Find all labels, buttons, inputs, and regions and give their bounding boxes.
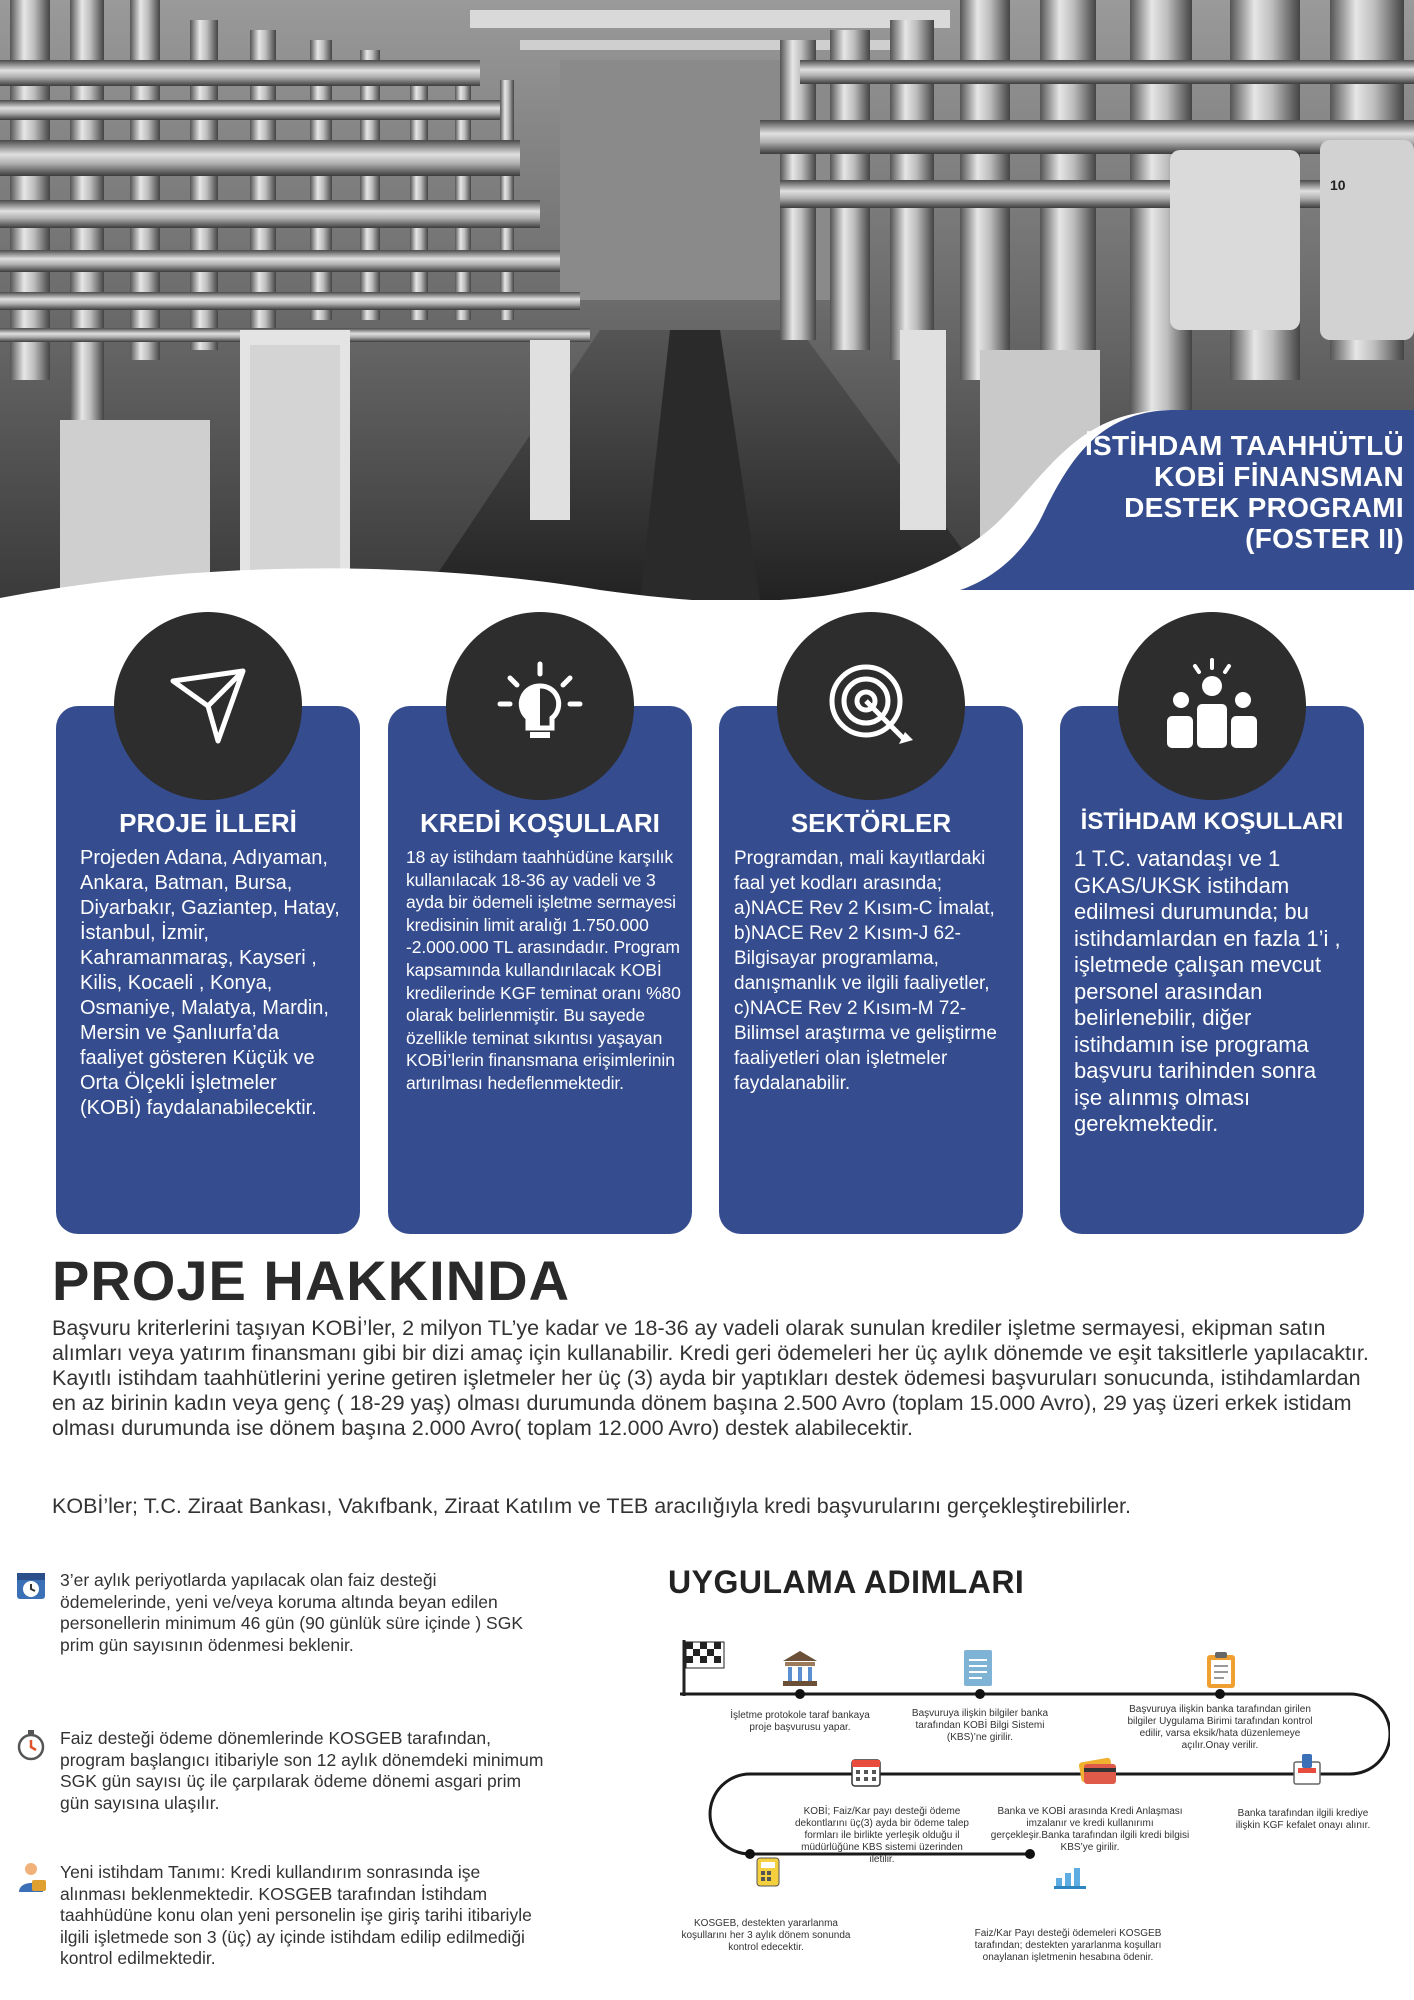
document-icon: [960, 1648, 996, 1688]
step-text: KOBİ; Faiz/Kar payı desteği ödeme dekontlarını üç(3) ayda bir ödeme talep formları ile birlikte yerleşik olduğu il müdürlüğüne KBS sistemi üzerinden iletilir.: [795, 1806, 969, 1865]
card-title: İSTİHDAM KOŞULLARI: [1080, 808, 1344, 835]
send-icon: [114, 612, 302, 800]
about-paragraph: KOBİ’ler; T.C. Ziraat Bankası, Vakıfbank, Ziraat Katılım ve TEB aracılığıyla kredi başvurularını gerçekleştirebilirler.: [52, 1494, 1131, 1518]
step-text: Faiz/Kar Payı desteği ödemeleri KOSGEB tarafından; destekten yararlanma koşulları onaylanan işletmenin hesabına ödenir.: [974, 1928, 1162, 1963]
steps-title: UYGULAMA ADIMLARI: [668, 1564, 1025, 1600]
card-body: 1 T.C. vatandaşı ve 1 GKAS/UKSK istihdam edilmesi durumunda; bu istihdamlardan en fazla 1’i , işletmede çalışan mevcut personel arasından belirlenebilir, diğer istihdamın ise programa başvuru tarihinden sonra işe alınmış olması gerekmektedir.: [1074, 846, 1341, 1136]
note-text: Yeni istihdam Tanımı: Kredi kullandırım sonrasında işe alınması beklenmektedir. KOSGEB tarafından İstihdam taahhüdüne konu olan yeni personelin işe giriş tarihi itibariyle ilgili işletmede son 3 (üç) ay içinde istihdam edilip edilmediği kontrol edilmektedir.: [60, 1862, 532, 1968]
stamp-icon: [1290, 1752, 1324, 1788]
card-title: PROJE İLLERİ: [119, 808, 297, 838]
card-title: SEKTÖRLER: [790, 808, 952, 838]
calculator-icon: [752, 1856, 784, 1888]
note-text: 3’er aylık periyotlarda yapılacak olan faiz desteği ödemelerinde, yeni ve/veya koruma altında beyan edilen personellerin minimum 46 gün (90 günlük süre içinde ) SGK prim gün sayısının ödenmesi beklenir.: [60, 1570, 524, 1655]
calendar-clock-icon: [14, 1568, 48, 1602]
credit-card-icon: [1078, 1756, 1118, 1786]
card-body: Projeden Adana, Adıyaman, Ankara, Batman, Bursa, Diyarbakır, Gaziantep, Hatay, İstanbul, İzmir, Kahramanmaraş, Kayseri , Kilis, Kocaeli , Konya, Osmaniye, Malatya, Mardin, Mersin ve Şanlıurfa’da faaliyet gösteren Küçük ve Orta Ölçekli İşletmeler (KOBİ) faydalanabilecektir.: [80, 847, 340, 1119]
worker-briefcase-icon: [14, 1860, 48, 1894]
calendar-icon: [850, 1756, 882, 1788]
step-text: KOSGEB, destekten yararlanma koşullarını her 3 aylık dönem sonunda kontrol edecektir.: [681, 1918, 851, 1953]
step-text: İşletme protokole taraf bankaya proje başvurusu yapar.: [730, 1710, 870, 1733]
bank-icon: [780, 1648, 820, 1688]
target-icon: [777, 612, 965, 800]
card-title: KREDİ KOŞULLARI: [420, 808, 660, 838]
about-paragraph: Başvuru kriterlerini taşıyan KOBİ’ler, 2 milyon TL’ye kadar ve 18-36 ay vadeli olarak sunulan krediler işletme sermayesi, ekipman satın alımları veya yatırım finansmanı gibi bir dizi amaç için kullanabilir. Kredi geri ödemeleri her üç aylık dönemde ve eşit taksitlerle yapılacaktır. Kayıtlı istihdam taahhütlerini yerine getiren işletmeler her üç (3) ayda bir yaptıkları destek ödemesi başvuruları sonucunda, istihdamlardan en az birinin kadın veya genç ( 18-29 yaş) olması durumunda dönem başına 2.500 Avro (toplam 15.000 Avro), 29 yaş üzeri erkek istidam olması durumunda ise dönem başına 2.000 Avro( toplam 12.000 Avro) destek alabilecektir.: [52, 1316, 1369, 1440]
step-text: Banka tarafından ilgili krediye ilişkin KGF kefalet onayı alınır.: [1235, 1808, 1371, 1831]
step-text: Başvuruya ilişkin banka tarafından girilen bilgiler Uygulama Birimi tarafından kontrol edilir, varsa eksik/hata düzenlemeye açılır.Onay verilir.: [1127, 1704, 1313, 1751]
card-body: 18 ay istihdam taahhüdüne karşılık kullanılacak 18-36 ay vadeli ve 3 ayda bir ödemeli işletme sermayesi kredisinin limit aralığı 1.750.000 -2.000.000 TL arasındadır. Program kapsamında kullandırılacak KOBİ kredilerinde KGF teminat oranı %80 olarak belirlenmiştir. Bu sayede özellikle teminat sıkıntısı yaşayan KOBİ’lerin finansmana erişimlerinin artırılması hedeflenmektedir.: [406, 847, 681, 1093]
card-body: Programdan, mali kayıtlardaki faal yet kodları arasında; a)NACE Rev 2 Kısım-C İmalat, b)NACE Rev 2 Kısım-J 62- Bilgisayar programlama, danışmanlık ve ilgili faaliyetler, c)NACE Rev 2 Kısım-M 72- Bilimsel araştırma ve geliştirme faaliyetleri olan işletmeler faydalanabilir.: [734, 848, 997, 1094]
note-text: Faiz desteği ödeme dönemlerinde KOSGEB tarafından, program başlangıcı itibariyle son 12 aylık dönemdeki minimum SGK gün sayısı üç ile çarpılarak ödeme dönemi asgari prim gün sayısına ulaşılır.: [60, 1728, 544, 1813]
clipboard-icon: [1204, 1650, 1238, 1690]
money-growth-icon: [1052, 1860, 1088, 1890]
people-podium-icon: [1118, 612, 1306, 800]
stopwatch-icon: [14, 1728, 48, 1762]
machine-label: 10: [1330, 177, 1346, 193]
step-text: Başvuruya ilişkin bilgiler banka tarafından KOBİ Bilgi Sistemi (KBS)’ne girilir.: [911, 1708, 1049, 1743]
program-title: İSTİHDAM TAAHHÜTLÜ KOBİ FİNANSMAN DESTEK PROGRAMI (FOSTER II): [1084, 430, 1404, 554]
lightbulb-icon: [446, 612, 634, 800]
section-title: PROJE HAKKINDA: [52, 1249, 571, 1312]
step-text: Banka ve KOBİ arasında Kredi Anlaşması imzalanır ve kredi kullanırımı gerçekleşir.Banka tarafından ilgili kredi bilgisi KBS’ye girilir.: [990, 1806, 1190, 1853]
checkered-flag-icon: [680, 1638, 726, 1698]
